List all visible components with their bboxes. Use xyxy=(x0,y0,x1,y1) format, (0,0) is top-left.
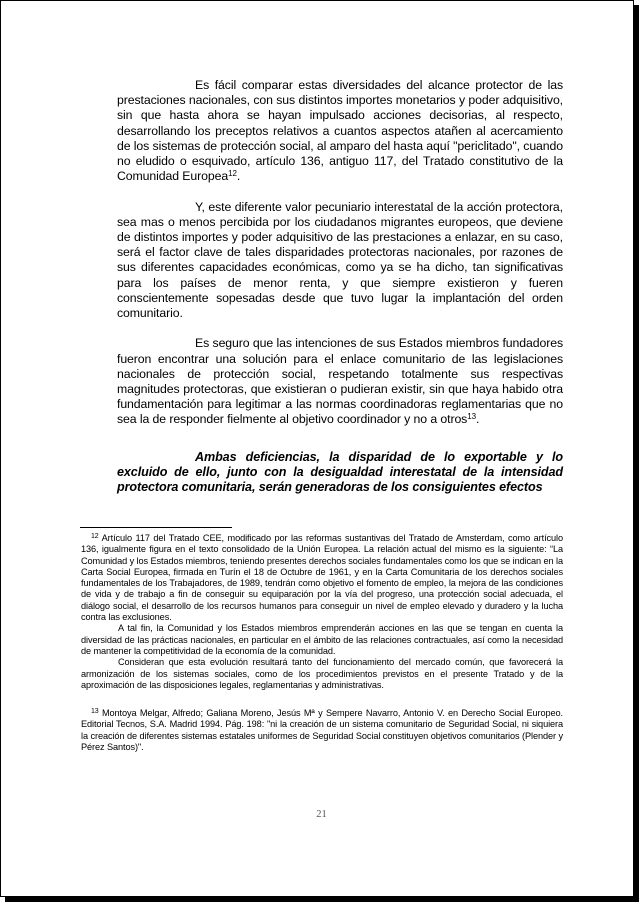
footnote-12-text: Artículo 117 del Tratado CEE, modificado por las reformas sustantivas del Tratado de Amsterdam, como artículo 136, igualmente figura en el texto consolidado de la Unión Europea. La relación actual del mismo es la siguiente: “La Comunidad y los Estados miembros, teniendo presentes derechos sociales fundamentales como los que se indican en la Carta Social Europea, firmada en Turín el 18 de Octubre de 1961, y en la Carta Comunitaria de los derechos sociales fundamentales de los Trabajadores, de 1989, tendrán como objetivo el fomento de empleo, la mejora de las condiciones de vida y de trabajo a fin de conseguir su equiparación por la vía del progreso, una protección social adecuada, el diálogo social, el desarrollo de los recursos humanos para conseguir un nivel de empleo elevado y duradero y la lucha contra las exclusiones. xyxy=(81,533,563,623)
footnotes xyxy=(81,533,563,753)
paragraph-3 xyxy=(117,336,563,427)
paragraph-4-emphasis: Ambas deficiencias, la disparidad de lo exportable y lo excluido de ello, junto con la desigualdad interestatal de la intensidad protectora comunitaria, serán generadoras de los consiguientes efectos xyxy=(117,449,563,495)
footnote-12-paragraph-3: Consideran que esta evolución resultará tanto del funcionamiento del mercado común, que favorecerá la armonización de los sistemas sociales, como de los procedimientos previstos en el presente Tratado y de la aproximación de las disposiciones legales, reglamentarias y administrativas. xyxy=(81,657,563,690)
footnote-13 xyxy=(81,708,563,753)
footnote-12-paragraph-2: A tal fin, la Comunidad y los Estados miembros emprenderán acciones en las que se tengan en cuenta la diversidad de las prácticas nacionales, en particular en el ámbito de las relaciones contractuales, así como la necesidad de mantener la competitividad de la economía de la comunidad. xyxy=(81,623,563,656)
footnote-separator xyxy=(80,527,232,528)
footnote-12-number: 12 xyxy=(91,533,99,540)
paragraph-2: Y, este diferente valor pecuniario interestatal de la acción protectora, sea mas o menos percibida por los ciudadanos migrantes europeos, que deviene de distintos importes y poder adquisitivo de las prestaciones a enlazar, en su caso, será el factor clave de tales disparidades protectoras nacionales, por razones de sus diferentes capacidades económicas, como ya se ha dicho, tan significativas para los países de menor renta, y que siempre existieron y fueren conscientemente sopesadas desde que tuvo lugar la implantación del orden comunitario. xyxy=(117,199,563,321)
body-text xyxy=(117,78,563,510)
footnote-ref-12: 12 xyxy=(228,169,237,179)
paragraph-3-end: . xyxy=(475,412,480,427)
footnote-ref-13: 13 xyxy=(467,412,476,422)
footnote-12 xyxy=(81,533,563,623)
paragraph-3-text: Es seguro que las intenciones de sus Estados miembros fundadores fueron encontrar una solución para el enlace comunitario de las legislaciones nacionales de protección social, respetando totalmente sus respectivas magnitudes protectoras, que existieran o pudieran existir, sin que haya habido otra fundamentación para legitimar a las normas coordinadoras reglamentarias que no sea la de responder fielmente al objetivo coordinador y no a otros xyxy=(117,336,563,427)
footnote-13-text: Montoya Melgar, Alfredo; Galiana Moreno, Jesús Mª y Sempere Navarro, Antonio V. en Derecho Social Europeo. Editorial Tecnos, S.A. Madrid 1994. Pág. 198: "ni la creación de un sistema comunitario de Seguridad Social, ni siquiera la creación de diferentes sistemas estatales uniformes de Seguridad Social constituyen objetivos comunitarios (Plender y Pérez Santos)". xyxy=(81,708,563,753)
paragraph-1-text: Es fácil comparar estas diversidades del alcance protector de las prestaciones nacionales, con sus distintos importes monetarios y poder adquisitivo, sin que hasta ahora se hayan impulsado acciones decisorias, al respecto, desarrollando los preceptos relativos a cuantos aspectos atañen al acercamiento de los sistemas de protección social, al amparo del hasta aquí "periclitado", cuando no eludido o esquivado, artículo 136, antiguo 117, del Tratado constitutivo de la Comunidad Europea xyxy=(117,78,564,184)
paragraph-1-end: . xyxy=(236,169,241,184)
paragraph-1 xyxy=(117,78,563,184)
page-number: 21 xyxy=(316,809,327,820)
footnote-13-number: 13 xyxy=(91,708,99,716)
